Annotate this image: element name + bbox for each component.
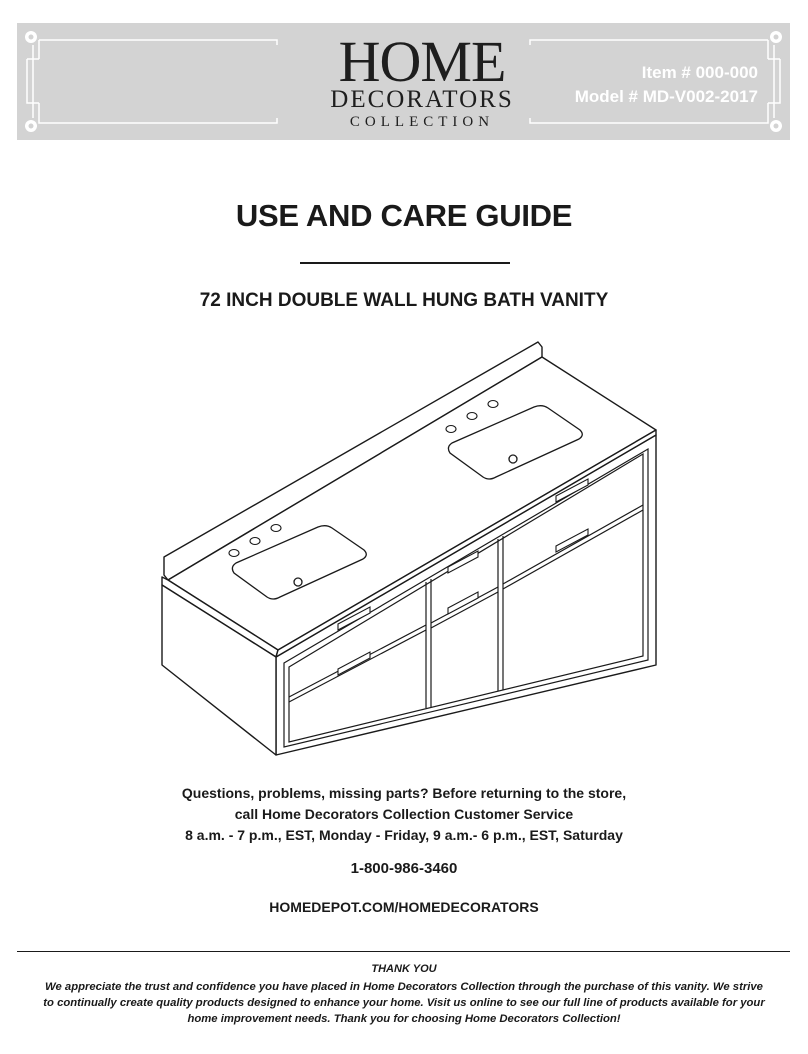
logo-decorators: DECORATORS (330, 86, 514, 113)
logo-collection: COLLECTION (349, 114, 495, 130)
title-divider (300, 262, 510, 264)
brand-logo (317, 23, 527, 140)
phone-number: 1-800-986-3460 (350, 860, 458, 877)
model-number: Model # MD-V002-2017 (574, 87, 758, 106)
website-url: HOMEDEPOT.COM/HOMEDECORATORS (269, 899, 539, 915)
thank-you-heading: THANK YOU (371, 963, 437, 975)
contact-line-1: Questions, problems, missing parts? Before returning to the store, (181, 785, 627, 801)
vanity-illustration (158, 335, 658, 760)
page-title: USE AND CARE GUIDE (235, 198, 573, 233)
customer-service-info (0, 783, 808, 846)
footer-divider (17, 951, 790, 952)
product-identifiers (575, 61, 758, 109)
thank-you-body: We appreciate the trust and confidence you have placed in Home Decorators Collection through the purchase of this vanity. We strive to continually create quality products designed to enhance your home. Visit us online to see our full line of products available for your home improvement needs. Thank you for choosing Home Decorators Collection! (43, 981, 765, 1025)
contact-line-2: call Home Decorators Collection Customer Service (234, 806, 574, 822)
header-banner (17, 23, 790, 140)
logo-home: HOME (338, 29, 506, 94)
product-subtitle: 72 INCH DOUBLE WALL HUNG BATH VANITY (199, 290, 609, 311)
contact-line-3: 8 a.m. - 7 p.m., EST, Monday - Friday, 9 a.m.- 6 p.m., EST, Saturday (185, 827, 623, 843)
item-number: Item # 000-000 (641, 63, 758, 82)
